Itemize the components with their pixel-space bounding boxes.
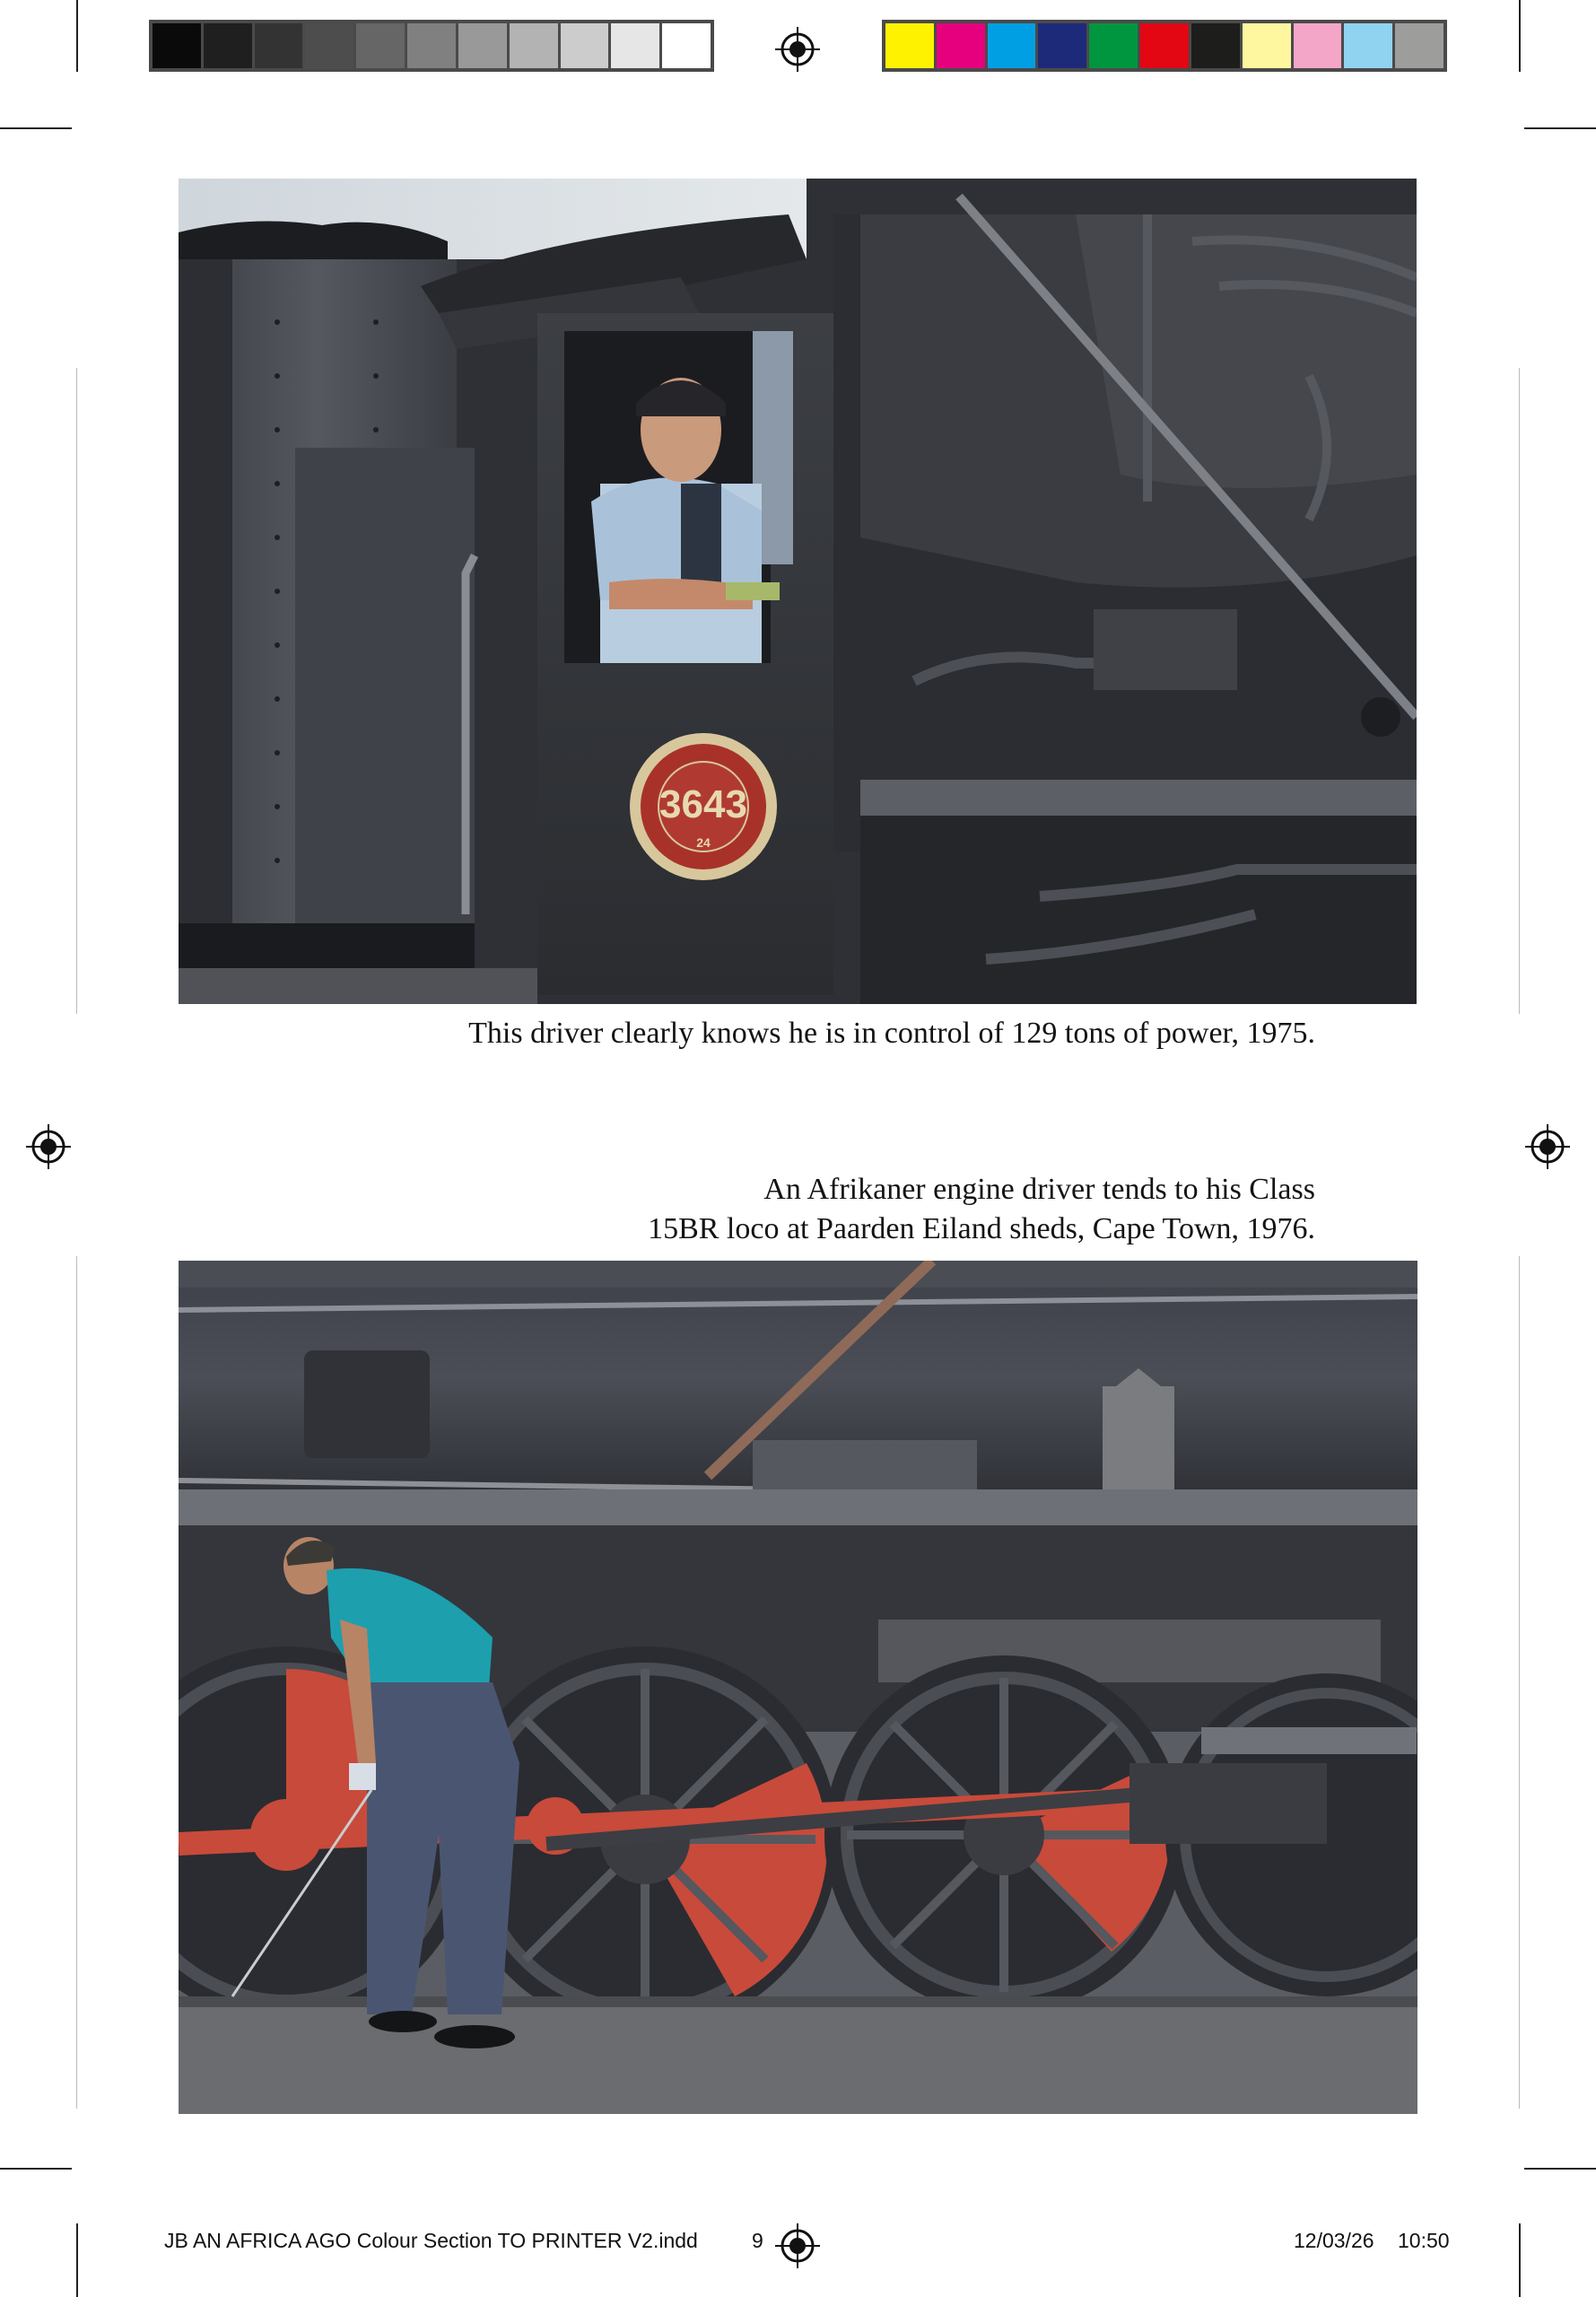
crop-mark <box>1519 0 1521 72</box>
slug-filename: JB AN AFRICA AGO Colour Section TO PRINTER V2.indd <box>164 2229 698 2252</box>
grayscale-swatch <box>305 23 356 68</box>
trim-guide <box>1519 1256 1520 2109</box>
process-color-swatch <box>1344 23 1395 68</box>
trim-guide <box>1519 368 1520 1014</box>
photo-driver-tending-wheels <box>179 1261 1417 2114</box>
process-color-swatch <box>1191 23 1243 68</box>
grayscale-swatch <box>662 23 711 68</box>
process-color-swatch <box>1243 23 1294 68</box>
slug-time: 10:50 <box>1398 2229 1450 2252</box>
registration-mark-icon <box>775 2223 820 2268</box>
slug-page-number: 9 <box>752 2229 763 2252</box>
crop-mark <box>76 2223 78 2297</box>
crop-mark <box>0 127 72 129</box>
process-color-swatch <box>988 23 1039 68</box>
registration-mark-icon <box>26 1124 71 1169</box>
grayscale-swatch <box>356 23 407 68</box>
crop-mark <box>1524 127 1596 129</box>
slug-date: 12/03/26 <box>1294 2229 1374 2252</box>
grayscale-swatch <box>255 23 306 68</box>
crop-mark <box>1524 2168 1596 2170</box>
caption-top-photo: This driver clearly knows he is in control of 129 tons of power, 1975. <box>468 1017 1315 1050</box>
caption-bottom-photo <box>224 1170 1315 1249</box>
crop-mark <box>76 0 78 72</box>
grayscale-swatch <box>458 23 510 68</box>
registration-mark-icon <box>775 27 820 72</box>
grayscale-swatch <box>611 23 662 68</box>
process-color-swatch <box>1395 23 1443 68</box>
registration-mark-icon <box>1525 1124 1570 1169</box>
grayscale-color-bar <box>149 20 714 72</box>
grayscale-swatch <box>153 23 204 68</box>
grayscale-swatch <box>561 23 612 68</box>
crop-mark <box>1519 2223 1521 2297</box>
trim-guide <box>76 368 77 1014</box>
process-color-bar <box>882 20 1447 72</box>
process-color-swatch <box>937 23 988 68</box>
trim-guide <box>76 1256 77 2109</box>
process-color-swatch <box>1140 23 1191 68</box>
caption-bottom-line: 15BR loco at Paarden Eiland sheds, Cape Town, 1976. <box>648 1212 1315 1245</box>
process-color-swatch <box>1089 23 1140 68</box>
grayscale-swatch <box>510 23 561 68</box>
cab-number-plate: 3643 <box>659 782 747 826</box>
photo-locomotive-cab-driver <box>179 179 1417 1004</box>
process-color-swatch <box>1294 23 1345 68</box>
process-color-swatch <box>885 23 937 68</box>
process-color-swatch <box>1038 23 1089 68</box>
grayscale-swatch <box>204 23 255 68</box>
cab-plate-sub-number: 24 <box>696 835 711 850</box>
crop-mark <box>0 2168 72 2170</box>
caption-bottom-line: An Afrikaner engine driver tends to his Class <box>763 1173 1315 1206</box>
grayscale-swatch <box>407 23 458 68</box>
